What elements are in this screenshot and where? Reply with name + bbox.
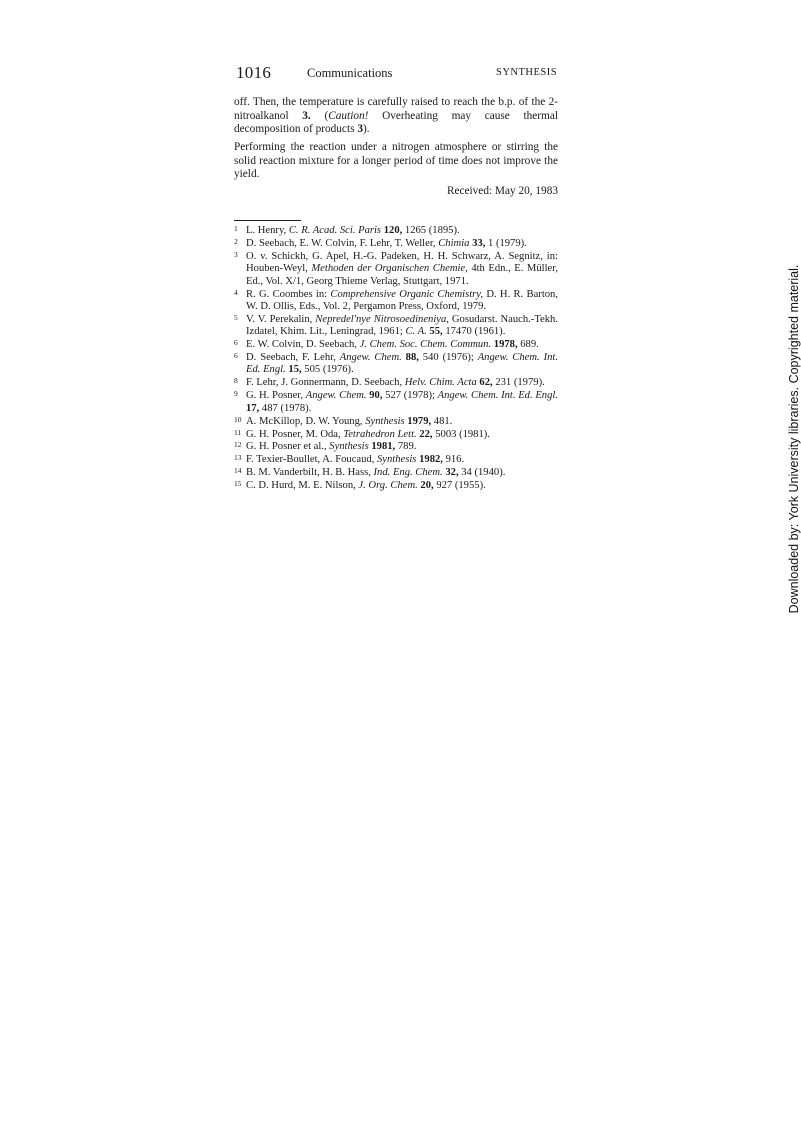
reference-number: 6 (234, 338, 238, 348)
reference-title: Angew. Chem. Int. Ed. Engl. (246, 352, 558, 376)
reference-item (234, 390, 558, 415)
caution-note: Caution! (328, 109, 369, 122)
reference-text: R. G. Coombes in: (246, 288, 331, 300)
reference-volume: 33, (472, 237, 486, 249)
reference-number: 4 (234, 287, 238, 297)
reference-text: 34 (1940). (458, 467, 506, 479)
reference-text: 17470 (1961). (442, 326, 506, 338)
reference-number: 10 (234, 414, 242, 424)
reference-title: Helv. Chim. Acta (404, 377, 477, 389)
reference-text: 5003 (1981). (432, 428, 490, 440)
reference-title: Ind. Eng. Chem. (373, 467, 443, 479)
body-paragraph-2: Performing the reaction under a nitrogen atmosphere or stirring the solid reaction mixture for a longer period of time does not improve the yield. (234, 141, 558, 180)
reference-volume: 120, (383, 225, 403, 236)
reference-title: Tetrahedron Lett. (343, 428, 417, 440)
watermark-text: Downloaded by: York University libraries. Copyrighted material. (787, 264, 801, 614)
reference-text: O. v. Schickh, G. Apel, H.-G. Padeken, H. H. Schwarz, A. Segnitz, in: Houben-Weyl, (246, 250, 558, 275)
reference-volume: 88, (405, 352, 419, 364)
reference-text: D. Seebach, F. Lehr, (246, 352, 340, 364)
reference-item (234, 416, 558, 428)
reference-text: F. Lehr, J. Gonnermann, D. Seebach, (246, 377, 405, 389)
reference-text: 1265 (1895). (402, 225, 460, 236)
reference-volume: 62, (479, 377, 493, 389)
reference-title: Synthesis (365, 415, 405, 427)
reference-title: Comprehensive Organic Chemistry, (330, 288, 484, 300)
reference-text: D. Seebach, E. W. Colvin, F. Lehr, T. Weller, (246, 237, 439, 249)
reference-title: Methoden der Organischen Chemie, (311, 263, 468, 275)
reference-text: 689. (517, 339, 539, 351)
reference-title: Angew. Chem. Int. Ed. Engl. (437, 390, 558, 402)
body-text-run: Overheating may cause thermal decomposition of products (234, 109, 558, 135)
reference-text: 4th Edn., E. Müller, Ed., Vol. X/1, Georg Thieme Verlag, Stuttgart, 1971. (246, 263, 558, 287)
reference-item (234, 454, 558, 466)
received-date: Received: May 20, 1983 (446, 185, 558, 197)
reference-volume: 1979, (407, 415, 432, 427)
reference-title: Synthesis (377, 454, 417, 466)
section-name: Communications (307, 66, 393, 80)
reference-item (234, 352, 558, 377)
reference-item (234, 429, 558, 441)
compound-number: 3. (302, 109, 311, 122)
journal-name: SYNTHESIS (496, 67, 558, 78)
reference-number: 1 (234, 224, 238, 233)
reference-title: C. R. Acad. Sci. Paris (288, 225, 382, 236)
reference-volume: 20, (420, 480, 434, 492)
body-text-run: off. Then, the temperature is carefully raised to reach the b.p. of the 2-nitroalkanol (234, 96, 558, 122)
reference-title: Angew. Chem. (305, 390, 367, 402)
reference-volume: 90, (369, 390, 383, 402)
reference-title: J. Org. Chem. (358, 480, 418, 492)
reference-text: V. V. Perekalin, (246, 313, 316, 325)
reference-item (234, 225, 558, 237)
reference-title: Nepredel'nye Nitrosoedineniya, (315, 313, 449, 325)
reference-number: 12 (234, 440, 242, 450)
reference-text: A. McKillop, D. W. Young, (246, 415, 366, 427)
body-text-run: ). (362, 123, 370, 135)
reference-number: 14 (234, 466, 242, 476)
reference-text: Gosudarst. Nauch.-Tekh. Izdatel, Khim. Lit., Leningrad, 1961; (246, 313, 559, 338)
reference-number: 2 (234, 236, 238, 246)
reference-text: D. H. R. Barton, W. D. Ollis, Eds., Vol. 2, Pergamon Press, Oxford, 1979. (246, 288, 558, 312)
reference-text: F. Texier-Boullet, A. Foucaud, (246, 454, 377, 466)
reference-item (234, 441, 558, 453)
reference-volume: 1982, (419, 454, 443, 466)
reference-item (234, 314, 558, 339)
reference-item (234, 467, 558, 479)
reference-text: 540 (1976); (418, 352, 478, 364)
reference-text: 505 (1976). (301, 364, 354, 376)
reference-title: Angew. Chem. (339, 352, 402, 364)
footnote-divider (234, 220, 301, 221)
reference-number: 9 (234, 389, 238, 399)
reference-item (234, 289, 558, 314)
body-text-run: ( (310, 109, 329, 122)
reference-number: 13 (234, 453, 242, 463)
reference-text: G. H. Posner, M. Oda, (246, 428, 344, 440)
reference-number: 15 (234, 479, 242, 489)
reference-volume: 15, (288, 364, 302, 376)
reference-title: C. A. (405, 326, 427, 338)
reference-text: 231 (1979). (492, 377, 545, 389)
reference-text: 1 (1979). (485, 237, 527, 249)
reference-number: 5 (234, 312, 238, 322)
reference-item (234, 238, 558, 250)
reference-title: Synthesis (329, 441, 369, 453)
reference-item (234, 377, 558, 389)
reference-text: 916. (442, 454, 465, 466)
body-paragraph-1 (234, 96, 558, 137)
reference-volume: 55, (429, 326, 443, 338)
page-number: 1016 (236, 63, 272, 82)
reference-item (234, 251, 558, 288)
reference-text: 527 (1978); (382, 390, 438, 402)
reference-volume: 1978, (493, 339, 518, 351)
reference-number: 3 (234, 249, 238, 259)
reference-text: G. H. Posner et al., (246, 441, 330, 453)
reference-list (234, 225, 558, 493)
reference-volume: 32, (445, 467, 459, 479)
reference-text: C. D. Hurd, M. E. Nilson, (246, 480, 359, 492)
reference-item (234, 339, 558, 351)
reference-number: 11 (234, 427, 242, 437)
reference-title: J. Chem. Soc. Chem. Commun. (359, 339, 492, 351)
reference-text: 481. (431, 415, 453, 427)
reference-text: 487 (1978). (259, 402, 312, 414)
compound-number: 3 (357, 123, 363, 135)
reference-volume: 22, (419, 428, 433, 440)
reference-volume: 17, (246, 402, 260, 414)
reference-number: 8 (234, 376, 238, 386)
reference-text: B. M. Vanderbilt, H. B. Hass, (246, 467, 374, 479)
reference-volume: 1981, (371, 441, 396, 453)
reference-text: G. H. Posner, (246, 390, 306, 402)
reference-title: Chimia (438, 237, 470, 249)
reference-text: 789. (395, 441, 417, 453)
reference-text: 927 (1955). (433, 480, 486, 492)
reference-number: 6 (234, 351, 238, 361)
reference-text: E. W. Colvin, D. Seebach, (246, 339, 360, 351)
reference-item (234, 480, 558, 492)
reference-text: L. Henry, (246, 225, 289, 236)
